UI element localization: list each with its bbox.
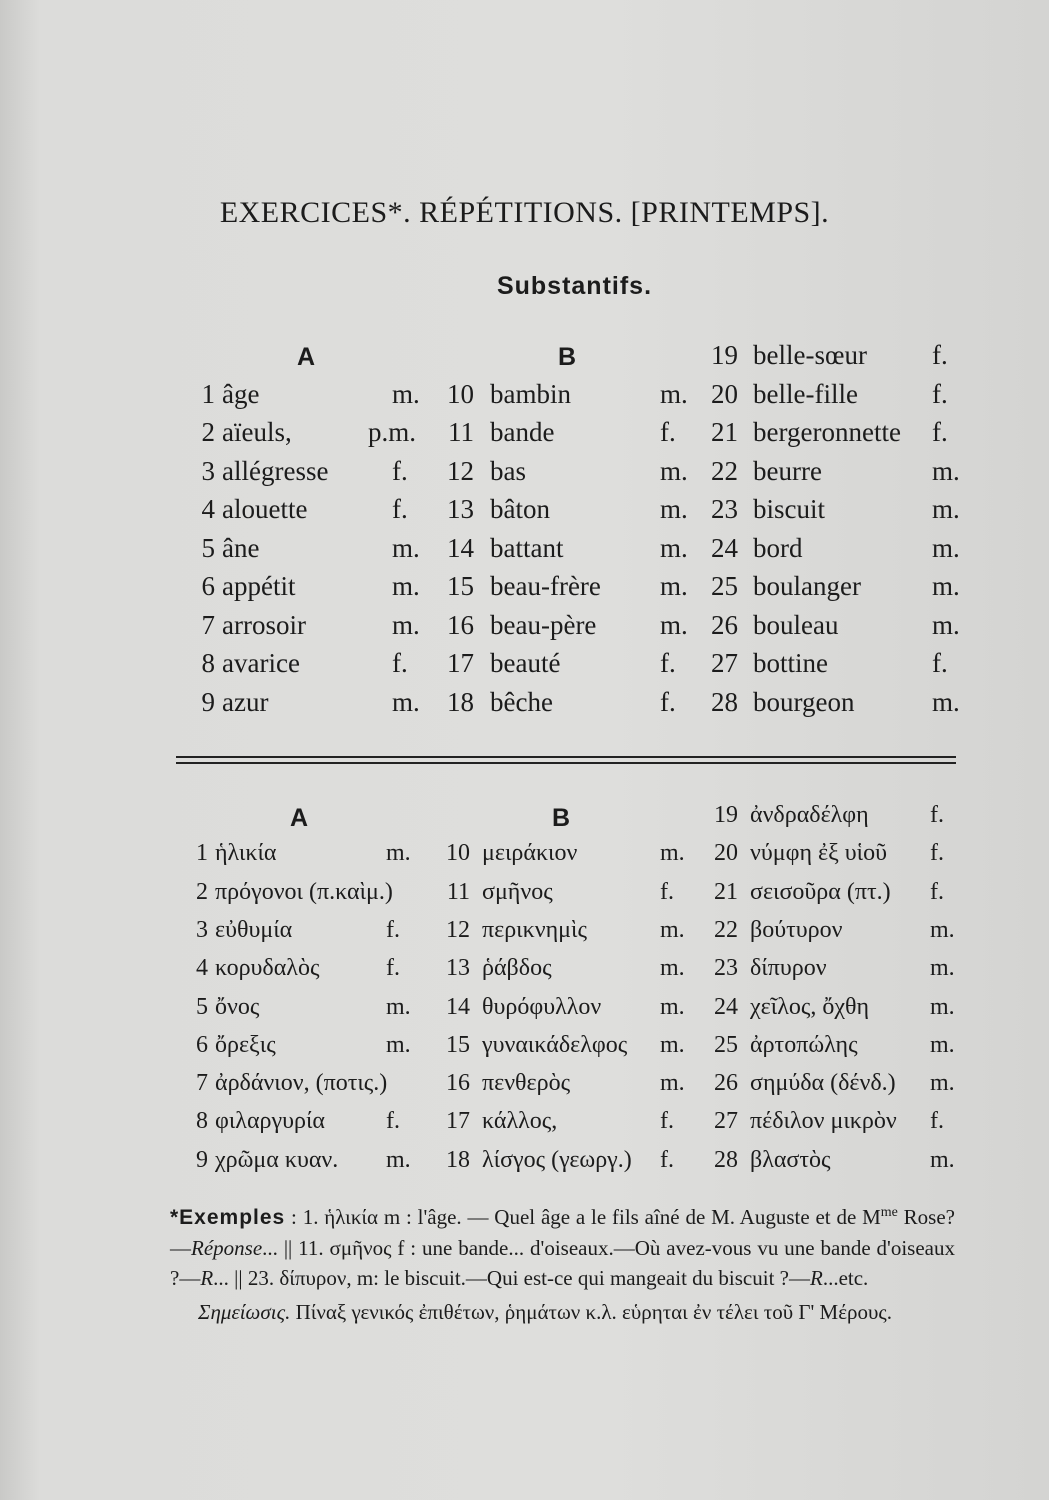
entry-gender: m. [660, 455, 688, 486]
entry-gender: m. [660, 916, 685, 943]
entry-word: σεισοῦρα (πτ.) [750, 878, 891, 905]
entry-number: 25 [714, 1031, 738, 1058]
entry-gender: m. [930, 1146, 955, 1173]
entry-word: ῥάβδος [482, 955, 552, 982]
entry-gender: m. [386, 1031, 411, 1058]
entry-gender: m. [932, 455, 960, 486]
entry-number: 1 [201, 378, 215, 409]
r-label: R [810, 1266, 823, 1290]
entry-gender: f. [932, 648, 948, 678]
entry-gender: f. [386, 1108, 400, 1135]
entry-number: 26 [714, 1070, 738, 1097]
entry-gender: f. [392, 648, 408, 678]
entry-word: âge [222, 378, 260, 409]
entry-number: 21 [714, 878, 738, 905]
entry-gender: m. [660, 571, 688, 601]
entry-gender: m. [932, 609, 960, 640]
entry-word: biscuit [753, 494, 825, 524]
entry-gender: p.m. [368, 417, 417, 447]
entry-word: bâton [490, 494, 550, 524]
entry-word: πέδιλον μικρὸν [750, 1108, 897, 1135]
entry-number: 28 [714, 1146, 738, 1173]
entry-number: 18 [447, 686, 474, 717]
entry-word: arrosoir [222, 609, 306, 640]
exemples-label: *Exemples [170, 1206, 286, 1229]
entry-gender: m. [660, 494, 688, 524]
entry-word: bourgeon [753, 686, 855, 717]
semeiosis-label: Σημείωσις. [198, 1300, 291, 1324]
entry-number: 27 [711, 648, 738, 678]
entry-gender: f. [930, 802, 944, 828]
entry-number: 25 [711, 571, 738, 601]
entry-gender: m. [930, 955, 955, 982]
french-col-a-header: A [297, 343, 316, 371]
entry-number: 20 [711, 378, 738, 409]
entry-gender: m. [392, 686, 420, 717]
entry-number: 13 [446, 955, 470, 982]
entry-number: 9 [201, 686, 215, 717]
entry-number: 27 [714, 1108, 738, 1135]
entry-gender: f. [386, 955, 400, 982]
entry-gender: m. [386, 993, 411, 1020]
entry-number: 11 [448, 417, 474, 447]
entry-word: alouette [222, 494, 308, 524]
french-col-b-header: B [558, 343, 577, 371]
entry-number: 17 [447, 648, 474, 678]
entry-number: 24 [711, 532, 738, 563]
entry-number: 18 [446, 1146, 470, 1173]
entry-gender: m. [386, 840, 411, 867]
entry-word: belle-fille [753, 378, 858, 409]
entry-word: battant [490, 532, 564, 563]
entry-gender: f. [930, 878, 944, 905]
entry-word: νύμφη ἐξ υἱοῦ [750, 840, 888, 867]
entry-number: 5 [201, 532, 215, 563]
entry-number: 15 [447, 571, 474, 601]
entry-word: μειράκιον [482, 840, 578, 867]
r-label: R [200, 1266, 214, 1290]
entry-word: δίπυρον [750, 955, 827, 982]
entry-word: bord [753, 532, 803, 563]
entry-word: belle-sœur [753, 340, 867, 370]
entry-word: beauté [490, 648, 561, 678]
entry-number: 11 [446, 878, 470, 905]
exemples-text: ...etc. [822, 1266, 869, 1290]
entry-number: 19 [711, 340, 738, 370]
entry-number: 6 [201, 571, 215, 601]
entry-gender: f. [386, 916, 400, 943]
entry-number: 2 [201, 417, 215, 447]
exemples-paragraph [170, 1205, 955, 1290]
entry-number: 10 [447, 378, 474, 409]
entry-number: 20 [714, 840, 738, 867]
entry-word: bêche [490, 686, 553, 717]
entry-number: 19 [714, 802, 738, 828]
exemples-text: ... || 11. σμῆνος f : une bande... d'oiseaux.—Où avez-vous vu une bande d'oiseaux ?— [170, 1236, 955, 1290]
entry-gender: m. [930, 1070, 955, 1097]
entry-word: πενθερὸς [482, 1070, 571, 1097]
entry-gender: f. [932, 417, 948, 447]
entry-word: γυναικάδελφος [482, 1031, 628, 1058]
entry-number: 17 [446, 1108, 470, 1135]
entry-gender: m. [930, 1031, 955, 1058]
entry-number: 14 [447, 532, 474, 563]
entry-number: 4 [201, 494, 215, 524]
entry-number: 16 [447, 609, 474, 640]
entry-number: 24 [714, 993, 738, 1020]
entry-gender: m. [392, 609, 420, 640]
entry-word: φιλαργυρία [215, 1108, 325, 1135]
entry-number: 12 [446, 916, 470, 943]
entry-word: χεῖλος, ὄχθη [750, 993, 870, 1020]
entry-word: bas [490, 455, 526, 486]
entry-word: ἀρδάνιον, (ποτις.) [215, 1070, 388, 1097]
entry-gender: m. [660, 1031, 685, 1058]
entry-word: πρόγονοι (π.καὶμ.) [215, 878, 393, 905]
entry-word: περικνημὶς [482, 916, 587, 943]
entry-word: χρῶμα κυαν. [215, 1146, 339, 1173]
entry-word: ὄρεξις [215, 1031, 276, 1058]
entry-gender: f. [660, 878, 674, 905]
entry-gender: f. [660, 648, 676, 678]
entry-word: ἀρτοπώλης [750, 1031, 858, 1058]
entry-word: allégresse [222, 455, 329, 486]
semeiosis-paragraph [170, 1297, 955, 1327]
entry-gender: m. [660, 532, 688, 563]
entry-word: ὄνος [215, 993, 260, 1020]
entry-gender: m. [930, 916, 955, 943]
entry-gender: m. [660, 993, 685, 1020]
entry-word: âne [222, 532, 260, 563]
entry-gender: m. [932, 494, 960, 524]
entry-gender: f. [660, 1146, 674, 1173]
semeiosis-text: Πίναξ γενικός ἐπιθέτων, ῥημάτων κ.λ. εὑρηται ἐν τέλει τοῦ Γ' Μέρους. [290, 1300, 892, 1324]
entry-word: bottine [753, 648, 828, 678]
entry-gender: m. [660, 840, 685, 867]
entry-number: 14 [446, 993, 470, 1020]
entry-number: 16 [446, 1070, 470, 1097]
entry-number: 26 [711, 609, 738, 640]
entry-number: 22 [714, 916, 738, 943]
entry-gender: m. [392, 378, 420, 409]
entry-word: εὐθυμία [215, 916, 293, 943]
entry-number: 22 [711, 455, 738, 486]
entry-number: 10 [446, 840, 470, 867]
entry-word: λίσγος (γεωργ.) [482, 1146, 632, 1173]
entry-gender: m. [932, 532, 960, 563]
entry-gender: m. [932, 686, 960, 717]
entry-number: 3 [196, 916, 208, 943]
entry-gender: m. [932, 571, 960, 601]
entry-number: 21 [711, 417, 738, 447]
entry-gender: m. [386, 1146, 411, 1173]
mme-superscript: me [880, 1205, 898, 1220]
entry-number: 3 [201, 455, 215, 486]
entry-gender: f. [660, 417, 676, 447]
entry-gender: f. [392, 455, 408, 486]
entry-word: aïeuls, [222, 417, 292, 447]
entry-gender: m. [930, 993, 955, 1020]
entry-number: 9 [196, 1146, 208, 1173]
entry-word: κάλλος, [482, 1108, 558, 1135]
entry-number: 28 [711, 686, 738, 717]
entry-gender: f. [932, 378, 948, 409]
greek-col-a-header: A [290, 804, 309, 832]
entry-number: 2 [196, 878, 208, 905]
entry-gender: m. [392, 532, 420, 563]
entry-word: ἀνδραδέλφη [750, 802, 869, 828]
entry-number: 7 [196, 1070, 208, 1097]
entry-word: bande [490, 417, 555, 447]
exemples-text: Rose?— [170, 1205, 955, 1260]
entry-number: 1 [196, 840, 208, 867]
exemples-text: : 1. ἡλικία m : l'âge. — Quel âge a le fils aîné de M. Auguste et de M [285, 1205, 881, 1229]
entry-number: 5 [196, 993, 208, 1020]
entry-number: 8 [196, 1108, 208, 1135]
entry-number: 8 [201, 648, 215, 678]
entry-word: βλαστὸς [750, 1146, 831, 1173]
entry-word: σμῆνος [482, 878, 553, 905]
entry-gender: m. [660, 609, 688, 640]
entry-word: beau-père [490, 609, 597, 640]
entry-word: boulanger [753, 571, 861, 601]
greek-col-b-header: B [552, 804, 571, 832]
page-title: EXERCICES*. RÉPÉTITIONS. [PRINTEMPS]. [219, 196, 830, 229]
entry-gender: f. [930, 1108, 944, 1135]
divider-line [176, 756, 956, 758]
entry-word: beau-frère [490, 571, 601, 601]
entry-gender: f. [660, 1108, 674, 1135]
entry-gender: f. [660, 686, 676, 717]
entry-gender: m. [660, 378, 688, 409]
entry-number: 6 [196, 1031, 208, 1058]
entry-word: bergeronnette [753, 417, 901, 447]
entry-word: avarice [222, 648, 300, 678]
entry-gender: f. [932, 340, 948, 370]
entry-number: 7 [201, 609, 215, 640]
entry-gender: m. [660, 955, 685, 982]
entry-gender: f. [392, 494, 408, 524]
entry-gender: f. [930, 840, 944, 867]
entry-number: 13 [447, 494, 474, 524]
entry-word: θυρόφυλλον [482, 993, 602, 1020]
entry-word: bambin [490, 378, 571, 409]
entry-word: beurre [753, 455, 822, 486]
divider-line [176, 762, 956, 764]
entry-word: ἡλικία [215, 840, 277, 867]
footnotes [170, 1198, 955, 1327]
entry-number: 4 [196, 955, 208, 982]
entry-word: κορυδαλὸς [215, 955, 320, 982]
entry-word: σημύδα (δένδ.) [750, 1070, 896, 1097]
entry-number: 15 [446, 1031, 470, 1058]
entry-gender: m. [660, 1070, 685, 1097]
entry-word: βούτυρον [750, 916, 843, 943]
entry-word: appétit [222, 571, 296, 601]
entry-number: 23 [714, 955, 738, 982]
exemples-text: ... || 23. δίπυρον, m: le biscuit.—Qui est-ce qui mangeait du biscuit ?— [213, 1266, 810, 1290]
entry-number: 12 [447, 455, 474, 486]
entry-number: 23 [711, 494, 738, 524]
entry-word: bouleau [753, 609, 839, 640]
entry-word: azur [222, 686, 269, 717]
entry-gender: m. [392, 571, 420, 601]
section-subtitle: Substantifs. [496, 272, 653, 300]
reponse-label: Réponse [191, 1236, 263, 1260]
